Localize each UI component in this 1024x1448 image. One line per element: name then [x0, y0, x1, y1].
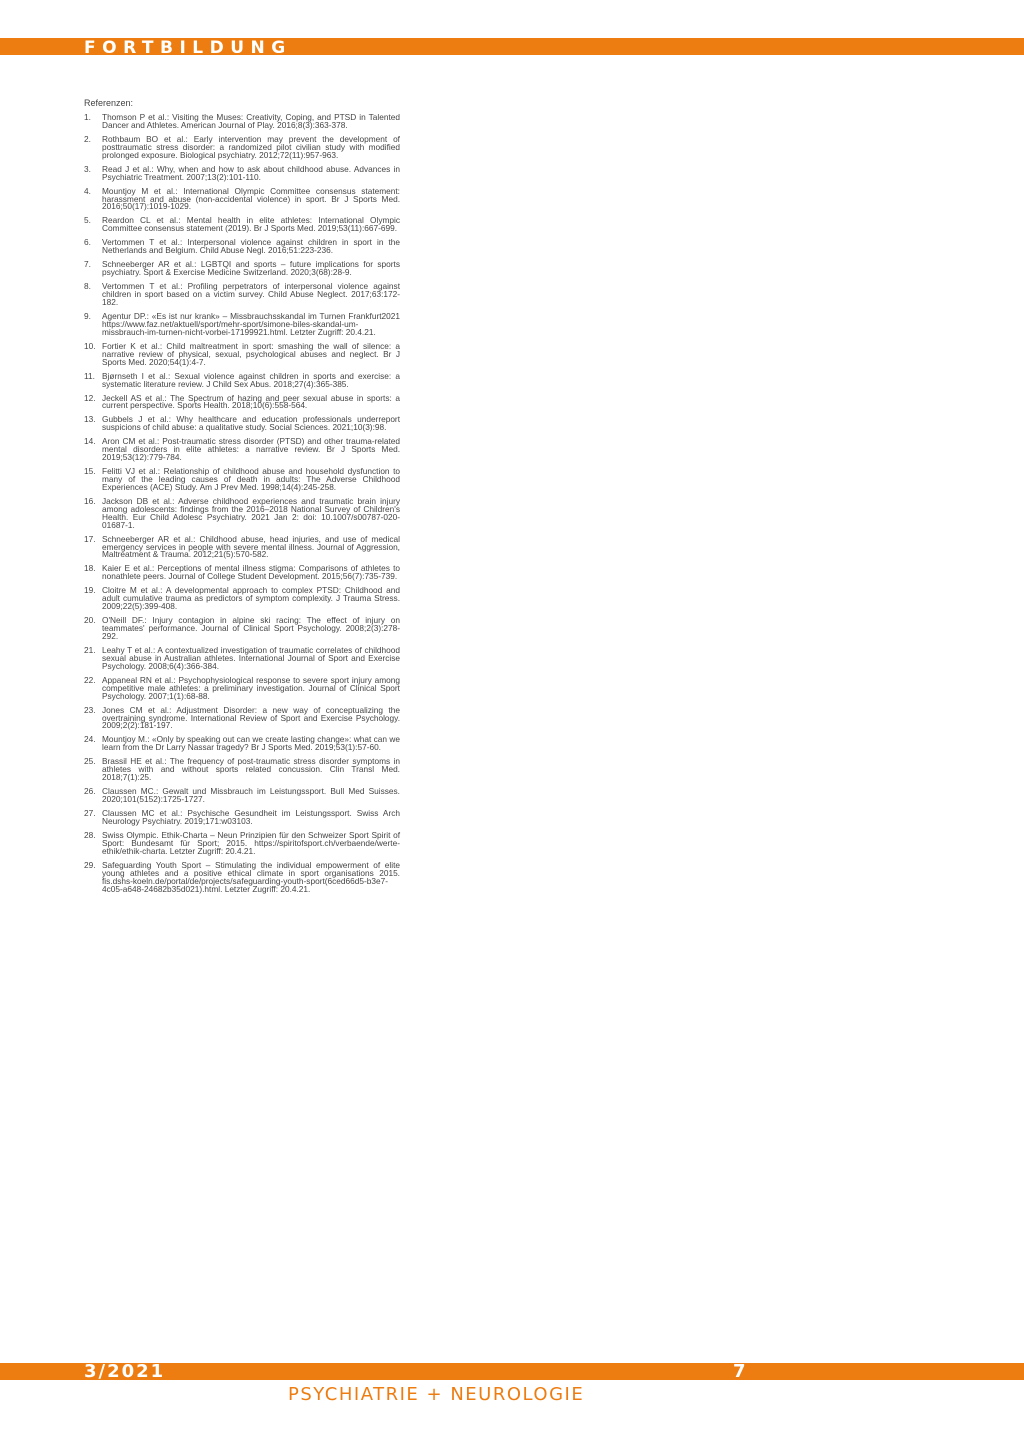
- reference-item: [84, 758, 400, 782]
- reference-text: Gubbels J et al.: Why healthcare and education professionals underreport suspicions of child abuse: a qualitative study. Social Sciences. 2021;10(3):98.: [102, 414, 400, 433]
- reference-item: [84, 617, 400, 641]
- references-heading: Referenzen:: [84, 98, 134, 108]
- reference-number: 25.: [84, 756, 96, 767]
- reference-number: 4.: [84, 185, 91, 196]
- reference-item: [84, 674, 400, 701]
- reference-number: 24.: [84, 734, 96, 745]
- reference-text: Thomson P et al.: Visiting the Muses: Creativity, Coping, and PTSD in Talented Dancer and Athletes. American Journal of Play. 2016;8(3):363-378.: [102, 112, 400, 130]
- reference-text: Jackson DB et al.: Adverse childhood experiences and traumatic brain injury among adolescents: findings from the 2016–2018 National Survey of Children's Health. Eur Child Adolesc Psychiatry. 2021 Jan 2: doi: 10.1007/s00787-020-01687-1.: [102, 495, 400, 530]
- reference-number: 21.: [84, 645, 96, 655]
- reference-text: Bjørnseth I et al.: Sexual violence against children in sports and exercise: a systematic literature review. J Child Sex Abus. 2018;27(4):365-385.: [102, 370, 400, 389]
- reference-number: 11.: [84, 370, 95, 381]
- reference-item: [84, 533, 400, 560]
- reference-number: 14.: [84, 436, 96, 447]
- reference-item: [84, 185, 400, 212]
- reference-number: 28.: [84, 829, 96, 840]
- reference-text: Swiss Olympic. Ethik-Charta – Neun Prinzipien für den Schweizer Sport Spirit of Sport: Bundesamt für Sport; 2015. https://spiritofsport.ch/verbaende/werte-ethik/ethik-charta. Letzter Zugriff: 20.4.21.: [102, 829, 400, 856]
- reference-text: Vertommen T et al.: Profiling perpetrators of interpersonal violence against children in sport based on a victim survey. Child Abuse Neglect. 2017;63:172-182.: [102, 281, 400, 307]
- reference-number: 17.: [84, 533, 96, 544]
- reference-item: [84, 438, 400, 462]
- reference-item: [84, 261, 400, 277]
- reference-item: [84, 829, 400, 856]
- reference-text: Safeguarding Youth Sport – Stimulating the individual empowerment of elite young athletes and a positive ethical climate in sport organisations 2015. fis.dshs-koeln.de/portal/de/projects/safeguarding-youth-sport(6ced66d5-b3e7-4c05-a648-24682b35d021).html. Letzter Zugriff: 20.4.21.: [102, 859, 400, 894]
- reference-text: Kaier E et al.: Perceptions of mental illness stigma: Comparisons of athletes to nonathlete peers. Journal of College Student Development. 2015;56(7):735-739.: [102, 563, 400, 582]
- reference-number: 22.: [84, 674, 96, 685]
- section-title: FORTBILDUNG: [84, 38, 292, 58]
- reference-item: [84, 788, 400, 804]
- reference-number: 16.: [84, 495, 96, 506]
- reference-item: [84, 468, 400, 492]
- reference-number: 1.: [84, 112, 91, 122]
- reference-number: 20.: [84, 615, 96, 626]
- reference-number: 7.: [84, 259, 91, 270]
- reference-number: 10.: [84, 340, 96, 351]
- reference-text: Read J et al.: Why, when and how to ask about childhood abuse. Advances in Psychiatric Treatment. 2007;13(2):101-110.: [102, 163, 400, 182]
- reference-text: O'Neill DF.: Injury contagion in alpine ski racing: The effect of injury on teammates' performance. Journal of Clinical Sport Psychology. 2008;2(3):278-292.: [102, 615, 400, 641]
- reference-number: 2.: [84, 133, 91, 144]
- reference-item: [84, 416, 400, 432]
- reference-text: Appaneal RN et al.: Psychophysiological response to severe sport injury among competitive male athletes: a preliminary investigation. Journal of Clinical Sport Psychology. 2007;1(1):68-88.: [102, 674, 400, 701]
- references-section: [84, 98, 400, 900]
- reference-text: Cloitre M et al.: A developmental approach to complex PTSD: Childhood and adult cumulative trauma as predictors of symptom complexity. J Trauma Stress. 2009;22(5):399-408.: [102, 585, 400, 612]
- reference-item: [84, 704, 400, 731]
- reference-item: [84, 810, 400, 826]
- issue-number: 3/2021: [84, 1361, 166, 1382]
- reference-item: [84, 217, 400, 233]
- reference-text: Jeckell AS et al.: The Spectrum of hazing and peer sexual abuse in sports: a current perspective. Sports Health. 2018;10(6):558-564.: [102, 392, 400, 411]
- reference-text: Brassil HE et al.: The frequency of post-traumatic stress disorder symptoms in athletes with and without sports related concussion. Clin Transl Med. 2018;7(1):25.: [102, 756, 400, 783]
- reference-item: [84, 647, 400, 671]
- reference-number: 13.: [84, 414, 96, 425]
- reference-item: [84, 736, 400, 752]
- reference-number: 26.: [84, 786, 96, 797]
- reference-text: Reardon CL et al.: Mental health in elite athletes: International Olympic Committee consensus statement (2019). Br J Sports Med. 2019;53(11):667-699.: [102, 215, 400, 234]
- reference-number: 19.: [84, 585, 96, 596]
- reference-text: Leahy T et al.: A contextualized investigation of traumatic correlates of childhood sexual abuse in Australian athletes. International Journal of Sport and Exercise Psychology. 2008;6(4):366-384.: [102, 645, 400, 671]
- reference-text: Schneeberger AR et al.: LGBTQI and sports – future implications for sports psychiatry. Sport & Exercise Medicine Switzerland. 2020;3(68):28-9.: [102, 259, 400, 278]
- reference-item: [84, 370, 400, 389]
- reference-item: [84, 340, 400, 367]
- reference-number: 29.: [84, 859, 96, 870]
- reference-text: Fortier K et al.: Child maltreatment in sport: smashing the wall of silence: a narrative review of physical, sexual, psychological abuses and neglect. Br J Sports Med. 2020;54(1):4-7.: [102, 340, 400, 367]
- reference-item: [84, 239, 400, 255]
- reference-number: 12.: [84, 392, 96, 403]
- reference-text: Rothbaum BO et al.: Early intervention may prevent the development of posttraumatic stress disorder: a randomized pilot civilian study with modified prolonged exposure. Biological psychiatry. 2012;72(11):957-963.: [102, 133, 400, 160]
- reference-item: [84, 495, 400, 530]
- reference-text: Jones CM et al.: Adjustment Disorder: a new way of conceptualizing the overtraining syndrome. International Review of Sport and Exercise Psychology. 2009;2(2):181-197.: [102, 704, 400, 731]
- page-number: 7: [733, 1361, 746, 1382]
- reference-number: 15.: [84, 466, 96, 477]
- reference-number: 5.: [84, 215, 91, 226]
- reference-text: Mountjoy M et al.: International Olympic Committee consensus statement: harassment and abuse (non-accidental violence) in sport. Br J Sports Med. 2016;50(17):1019-1029.: [102, 185, 400, 212]
- reference-text: Schneeberger AR et al.: Childhood abuse, head injuries, and use of medical emergency services in people with severe mental illness. Journal of Aggression, Maltreatment & Trauma. 2012;21(5):570-582.: [102, 533, 400, 560]
- reference-text: Claussen MC.: Gewalt und Missbrauch im Leistungssport. Bull Med Suisses. 2020;101(5152):1725-1727.: [102, 786, 400, 805]
- reference-item: [84, 133, 400, 160]
- reference-number: 23.: [84, 704, 96, 715]
- reference-item: [84, 565, 400, 581]
- reference-text: Claussen MC et al.: Psychische Gesundheit im Leistungssport. Swiss Arch Neurology Psychiatry. 2019;171:w03103.: [102, 808, 400, 826]
- reference-text: Aron CM et al.: Post-traumatic stress disorder (PTSD) and other trauma-related mental disorders in elite athletes: a narrative review. Br J Sports Med. 2019;53(12):779-784.: [102, 436, 400, 463]
- reference-text: Mountjoy M.: «Only by speaking out can we create lasting change»: what can we learn from the Dr Larry Nassar tragedy? Br J Sports Med. 2019;53(1):57-60.: [102, 734, 400, 753]
- reference-text: Felitti VJ et al.: Relationship of childhood abuse and household dysfunction to many of the leading causes of death in adults: The Adverse Childhood Experiences (ACE) Study. Am J Prev Med. 1998;14(4):245-258.: [102, 466, 400, 492]
- reference-item: [84, 114, 400, 130]
- reference-item: [84, 310, 400, 337]
- reference-text: Vertommen T et al.: Interpersonal violence against children in sport in the Netherlands and Belgium. Child Abuse Negl. 2016;51:223-236.: [102, 237, 400, 256]
- reference-item: [84, 587, 400, 611]
- reference-item: [84, 163, 400, 182]
- reference-number: 18.: [84, 563, 96, 574]
- reference-number: 3.: [84, 163, 91, 174]
- reference-item: [84, 392, 400, 411]
- reference-number: 27.: [84, 808, 96, 819]
- reference-text: Agentur DP.: «Es ist nur krank» – Missbrauchsskandal im Turnen Frankfurt2021 https://www.faz.net/aktuell/sport/mehr-sport/simone-biles-skandal-um-missbrauch-im-turnen-nicht-vorbei-17199921.html. Letzter Zugriff: 20.4.21.: [102, 310, 400, 337]
- reference-number: 6.: [84, 237, 91, 248]
- reference-item: [84, 859, 400, 894]
- references-list: [84, 114, 400, 893]
- reference-item: [84, 283, 400, 307]
- reference-number: 9.: [84, 310, 91, 321]
- journal-title: PSYCHIATRIE + NEUROLOGIE: [288, 1384, 585, 1405]
- reference-number: 8.: [84, 281, 91, 292]
